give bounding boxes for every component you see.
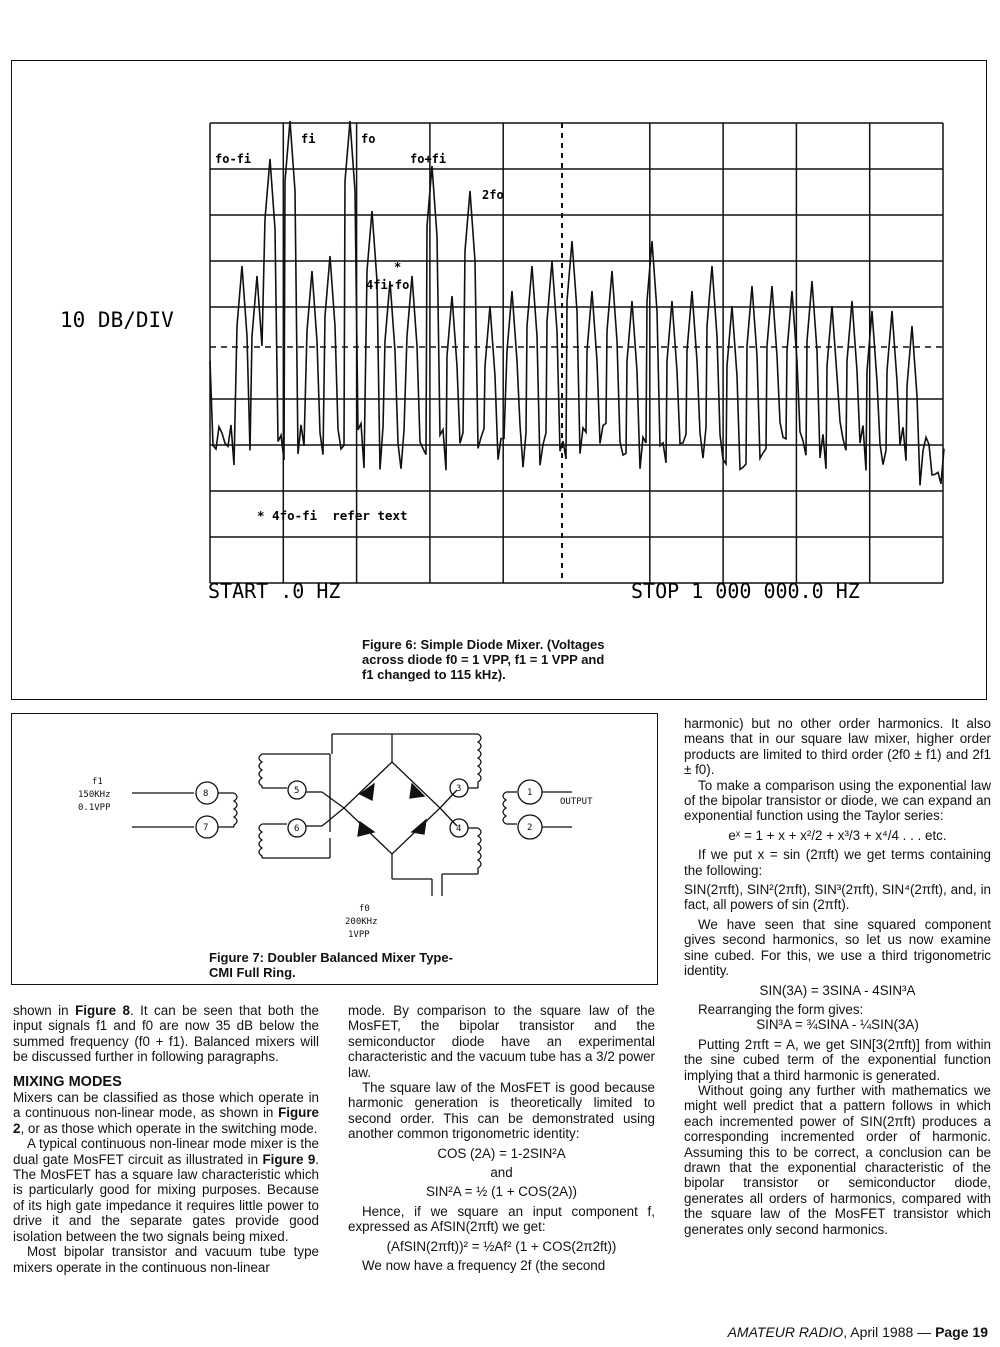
equation-and: and	[490, 1165, 513, 1181]
label-fo: fo	[361, 132, 376, 146]
pin-3-label: 3	[456, 784, 462, 794]
label-fo-plus-fi: fo+fi	[410, 152, 447, 166]
input-label-freq: 150KHz	[78, 790, 111, 800]
pin-5-label: 5	[294, 786, 300, 796]
col1-p4: Most bipolar transistor and vacuum tube type mixers operate in the continuous non-linear	[13, 1244, 319, 1275]
col3-p3: If we put x = sin (2πft) we get terms containing the following:	[684, 847, 991, 878]
label-4fi-fo: 4fi-fo	[366, 278, 410, 292]
stop-label: STOP 1 000 000.0 HZ	[631, 579, 860, 603]
column-1	[13, 1003, 319, 1275]
label-star: *	[394, 260, 402, 274]
start-label: START .0 HZ	[208, 579, 341, 603]
spectrum-trace	[210, 121, 944, 485]
input-coil-lower	[259, 824, 262, 858]
mixer-schematic	[12, 714, 659, 986]
column-3	[684, 716, 991, 1237]
lo-label-level: 1VPP	[348, 930, 370, 940]
equation-sin3a-rearranged: SIN³A = ¾SINA - ¼SIN(3A)	[756, 1017, 919, 1033]
input-coil-upper	[259, 754, 262, 788]
scale-label: 10 DB/DIV	[60, 308, 174, 332]
output-coil-lower	[478, 828, 481, 874]
label-2fo: 2fo	[482, 188, 504, 202]
col1-p2-fig-ref: Figure 2	[13, 1105, 319, 1136]
input-coil-primary	[234, 793, 237, 827]
figure-6-caption-line-2: across diode f0 = 1 VPP, f1 = 1 VPP and	[362, 652, 605, 667]
col2-p3: Hence, if we square an input component f, expressed as AfSIN(2πft) we get:	[348, 1203, 655, 1235]
label-fo-fi: fo-fi	[215, 152, 252, 166]
input-label-level: 0.1VPP	[78, 803, 111, 813]
footer-date: , April 1988 —	[843, 1324, 936, 1340]
col3-p8: Without going any further with mathematics we might well predict that a pattern follows in which each incremented power of SIN(2πft) produces a corresponding incremented order of harmonic. Assuming this to be correct, a conclusion can be drawn that the exponential characteristic of the bipolar transistor or semiconductor diode, generates all orders of harmonics, compared with the square law of the MosFET transistor which generates only second harmonics.	[684, 1082, 991, 1237]
pin-6-label: 6	[294, 824, 300, 834]
equation-square: (AfSIN(2πft))² = ½Af² (1 + COS(2π2ft))	[386, 1238, 617, 1254]
diode-symbols	[358, 784, 426, 836]
col3-p5: We have seen that sine squared component gives second harmonics, so let us now examine sine cubed. For this, we use a third trigonometric identity.	[684, 916, 991, 979]
figure-7-caption-line-2: CMI Full Ring.	[209, 965, 296, 980]
footer-page-number: Page 19	[935, 1324, 988, 1340]
lo-label-f0: f0	[359, 904, 370, 914]
col1-p1-pre: shown in	[13, 1003, 76, 1018]
col3-p1: harmonic) but no other order harmonics. It also means that in our square law mixer, higher order products are limited to third order (2f0 ± f1) and 2f1 ± f0).	[684, 716, 991, 778]
page-footer	[728, 1324, 988, 1340]
column-2	[348, 1003, 655, 1274]
equation-sin2a: SIN²A = ½ (1 + COS(2A))	[425, 1184, 578, 1200]
figure-6-caption	[362, 637, 662, 682]
figure-7-box	[11, 713, 658, 985]
figure-7-caption-line-1: Figure 7: Doubler Balanced Mixer Type-	[209, 950, 453, 965]
col1-p3-fig-ref: Figure 9	[262, 1151, 316, 1167]
mixing-modes-heading: MIXING MODES	[13, 1073, 122, 1090]
input-label-f1: f1	[92, 777, 103, 787]
pin-4-label: 4	[456, 824, 462, 834]
pin-2-label: 2	[527, 823, 533, 833]
col2-p4: We now have a frequency 2f (the second	[362, 1258, 606, 1274]
col1-p1-fig-ref: Figure 8	[75, 1003, 130, 1018]
figure-6-caption-line-1: Figure 6: Simple Diode Mixer. (Voltages	[362, 637, 605, 652]
pin-8-label: 8	[203, 789, 209, 799]
col3-p6: Rearranging the form gives:	[698, 1001, 864, 1017]
lo-label-freq: 200KHz	[345, 917, 378, 927]
col1-p1-post: . It can be seen that both the input signals f1 and f0 are now 35 dB below the summed frequency (f0 + f1). Balanced mixers will be discussed further in following paragraphs.	[13, 1003, 319, 1065]
col3-p7: Putting 2πft = A, we get SIN[3(2πft)] from within the sine cubed term of the exponential function implying that a third harmonic is generated.	[684, 1036, 991, 1083]
label-fi: fi	[301, 132, 316, 146]
output-coil-upper	[478, 734, 481, 788]
col2-p1: mode. By comparison to the square law of the MosFET, the bipolar transistor and the semiconductor diode have an experimental characteristic and the vacuum tube has a 3/2 power law.	[348, 1003, 655, 1080]
diode-ring	[344, 762, 440, 854]
footnote-label: * 4fo-fi refer text	[257, 508, 408, 523]
figure-6-box	[11, 60, 987, 700]
footer-magazine: AMATEUR RADIO	[727, 1324, 844, 1340]
col1-p2-pre: Mixers can be classified as those which operate in a continuous non-linear mode, as shown in	[13, 1090, 319, 1121]
col1-p2-post: , or as those which operate in the switching mode.	[20, 1120, 318, 1136]
col2-p2: The square law of the MosFET is good because harmonic generation is theoretically limited to second order. This can be demonstrated using another common trigonometric identity:	[348, 1080, 655, 1142]
pin-7-label: 7	[203, 823, 209, 833]
col1-p3-pre: A typical continuous non-linear mode mixer is the dual gate MosFET circuit as illustrated in	[13, 1136, 319, 1167]
figure-6-caption-line-3: f1 changed to 115 kHz).	[362, 667, 506, 682]
pin-1-label: 1	[527, 788, 533, 798]
equation-cos2a: COS (2A) = 1-2SIN²A	[437, 1145, 566, 1161]
col3-p4: SIN(2πft), SIN²(2πft), SIN³(2πft), SIN⁴(2πft), and, in fact, all powers of sin (2πft).	[684, 882, 991, 913]
col1-p3-post: . The MosFET has a square law characteristic which is particularly good for mixing purposes. Because of its high gate impedance it requires little power to drive it and the separate gates provide good isolation between the two signals being mixed.	[13, 1151, 319, 1244]
output-coil-secondary	[503, 792, 506, 824]
figure-7-caption	[209, 950, 509, 980]
output-label: OUTPUT	[560, 797, 593, 807]
equation-sin3a: SIN(3A) = 3SINA - 4SIN³A	[759, 982, 916, 998]
col3-p2: To make a comparison using the exponential law of the bipolar transistor or diode, we can expand an exponential function using the Taylor series:	[684, 777, 991, 824]
spectrum-plot	[12, 61, 988, 701]
equation-taylor: eˣ = 1 + x + x²/2 + x³/3 + x⁴/4 . . . etc.	[728, 827, 947, 843]
